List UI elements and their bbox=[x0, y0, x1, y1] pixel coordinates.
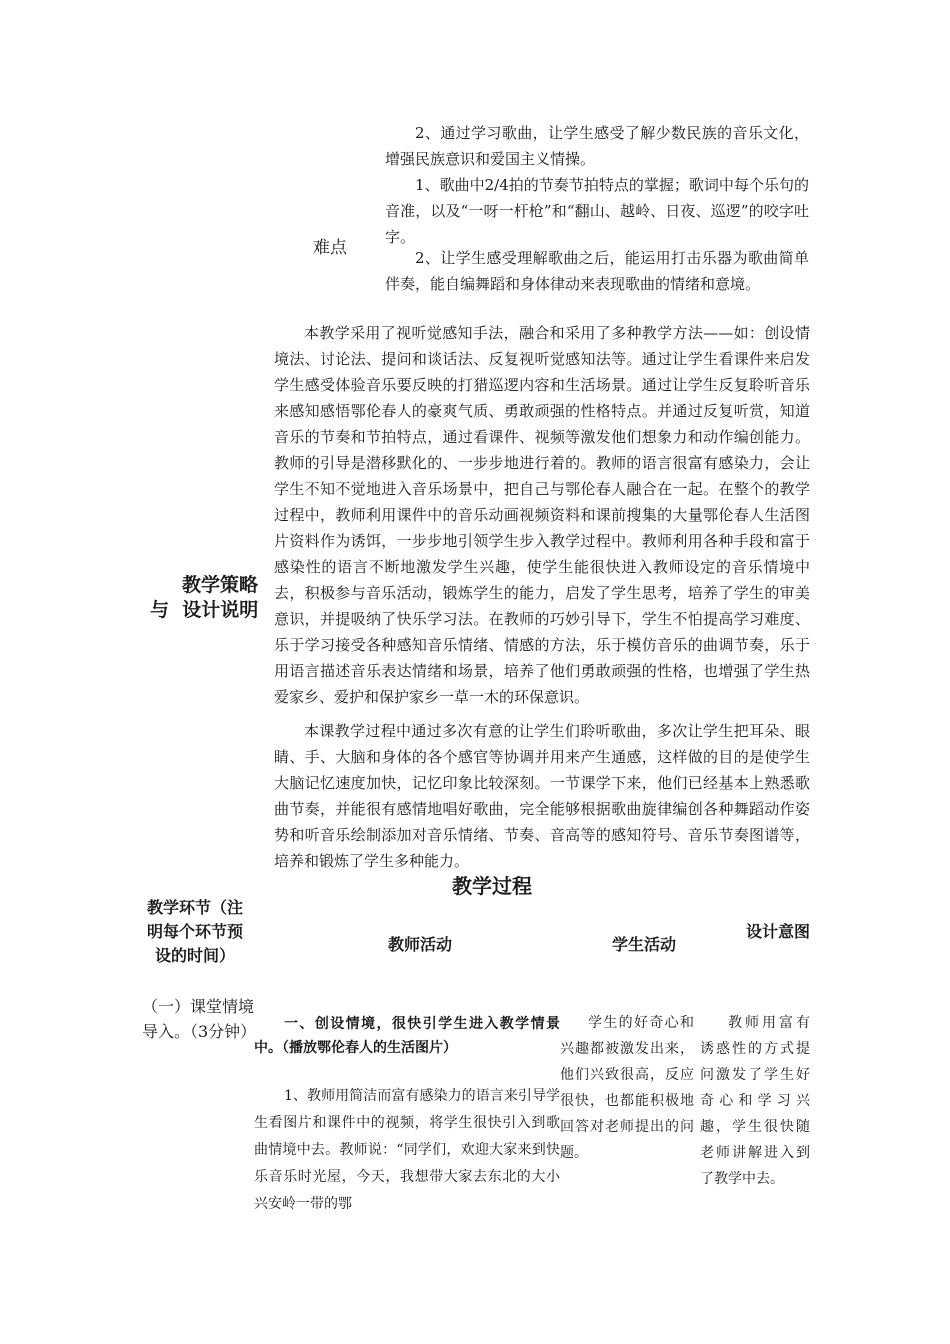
header-student-activity: 学生活动 bbox=[612, 935, 677, 954]
student-activity-text: 学生的好奇心和兴趣都被激发出来，他们兴致很高，反应很快，也都能积极地回答对老师提出的问题。 bbox=[560, 1015, 694, 1161]
difficulty-item-1: 1、歌曲中2/4拍的节奏节拍特点的掌握；歌词中每个乐句的音准，以及“一呀一杆枪”和“翻山、越岭、日夜、巡逻”的咬字吐字。 bbox=[385, 176, 809, 246]
strategy-paragraph-2: 本课教学过程中通过多次有意的让学生们聆听歌曲，多次让学生把耳朵、眼睛、手、大脑和身体的各个感官等协调并用来产生通感，这样做的目的是使学生大脑记忆速度加快，记忆印象比较深刻。一节课学下来，他们已经基本上熟悉歌曲节奏，并能很有感情地唱好歌曲，完全能够根据歌曲旋律编创各种舞蹈动作姿势和听音乐绘制添加对音乐情绪、节奏、音高等的感知符号、音乐节奏图谱等，培养和锻炼了学生多种能力。 bbox=[274, 722, 810, 870]
stage-intro: （一）课堂情境导入。（3分钟） bbox=[142, 997, 257, 1041]
difficulty-item-2: 2、让学生感受理解歌曲之后，能运用打击乐器为歌曲简单伴奏，能自编舞蹈和身体律动来表现歌曲的情绪和意境。 bbox=[385, 249, 809, 293]
header-design-intent: 设计意图 bbox=[746, 922, 811, 941]
design-intent-text: 教师用富有诱惑性的方式提问激发了学生好奇心和学习兴趣，学生很快随老师讲解进入到了教学中去。 bbox=[700, 1015, 810, 1187]
strategy-label-line1: 教学策略 bbox=[182, 574, 259, 596]
header-stage: 教学环节（注明每个环节预设的时间） bbox=[146, 898, 243, 965]
strategy-paragraph-1: 本教学采用了视听觉感知手法，融合和采用了多种教学方法——如：创设情境法、讨论法、提问和谈话法、反复视听觉感知法等。通过让学生看课件来启发学生感受体验音乐要反映的打猎巡逻内容和生活场景。通过让学生反复聆听音乐来感知感悟鄂伦春人的豪爽气质、勇敢顽强的性格特点。并通过反复听赏，知道音乐的节奏和节拍特点，通过看课件、视频等激发他们想象力和动作编创能力。教师的引导是潜移默化的、一步步地进行着的。教师的语言很富有感染力，会让学生不知不觉地进入音乐场景中，把自己与鄂伦春人融合在一起。在整个的教学过程中，教师利用课件中的音乐动画视频资料和课前搜集的大量鄂伦春人生活图片资料作为诱饵，一步步地引领学生步入教学过程中。教师利用各种手段和富于感染性的语言不断地激发学生兴趣，使学生能很快进入教师设定的音乐情境中去，积极参与音乐活动，锻炼学生的能力，启发了学生思考，培养了学生的审美意识，并提吸纳了快乐学习法。在教师的巧妙引导下，学生不怕提高学习难度、乐于学习接受各种感知音乐情绪、情感的方法，乐于模仿音乐的曲调节奏，乐于用语言描述音乐表达情绪和场景，培养了他们勇敢顽强的性格，也增强了学生热爱家乡、爱护和保护家乡一草一木的环保意识。 bbox=[274, 324, 810, 706]
difficulty-label: 难点 bbox=[313, 238, 347, 258]
teacher-activity-heading: 一、创设情境，很快引学生进入教学情景中。（播放鄂伦春人的生活图片） bbox=[254, 1016, 560, 1056]
process-title: 教学过程 bbox=[452, 874, 532, 898]
header-teacher-activity: 教师活动 bbox=[388, 935, 453, 954]
goal-item-2: 2、通过学习歌曲，让学生感受了解少数民族的音乐文化，增强民族意识和爱国主义情操。 bbox=[385, 124, 809, 168]
strategy-label-line2: 与 设计说明 bbox=[150, 599, 259, 621]
teacher-activity-text: 1、教师用简洁而富有感染力的语言来引导学生看图片和课件中的视频，将学生很快引入到歌曲情境中去。教师说：“同学们，欢迎大家来到快乐音乐时光屋，今天，我想带大家去东北的大小兴安岭一带的鄂 bbox=[254, 1088, 560, 1212]
